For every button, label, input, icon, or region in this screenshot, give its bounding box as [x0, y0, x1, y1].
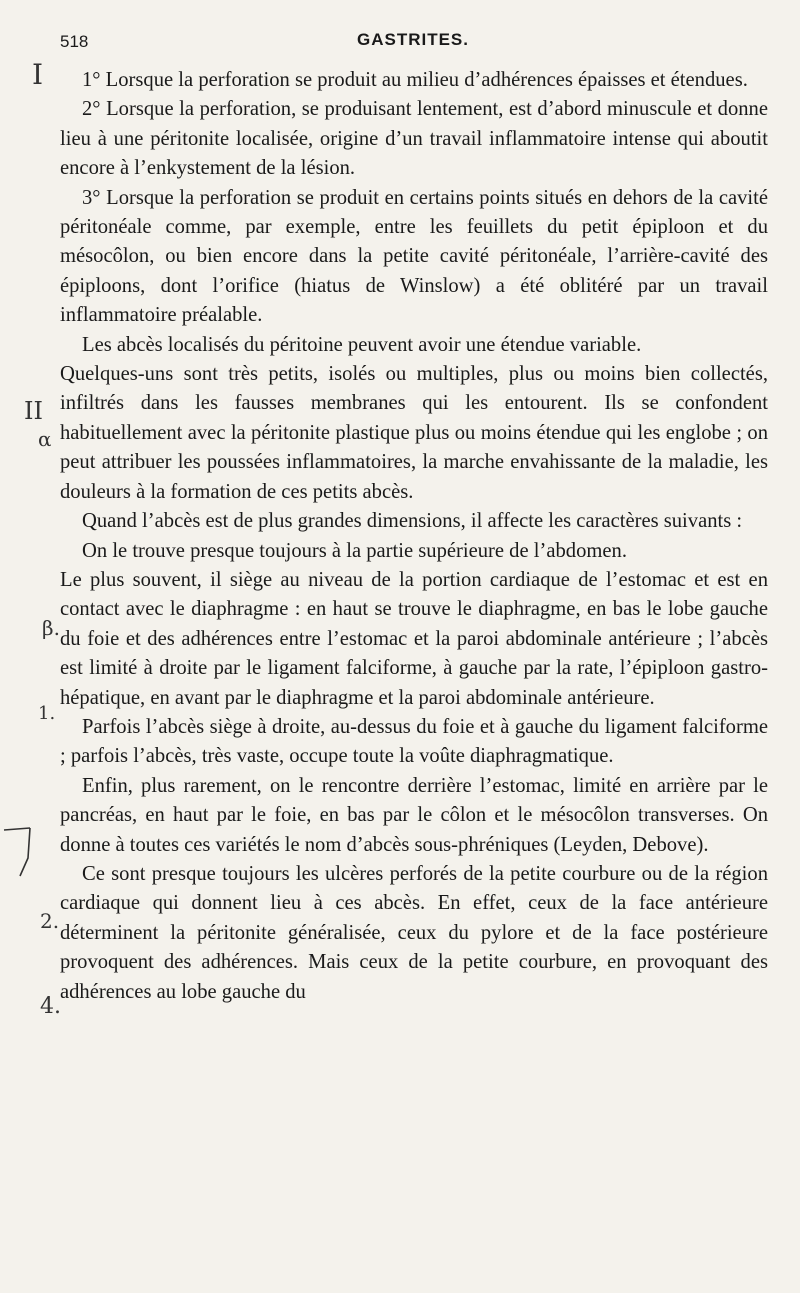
paragraph: 2° Lorsque la perforation, se produisant lentement, est d’abord minuscule et donne lieu à une péritonite localisée, origine d’un travail inflammatoire intense qui aboutit encore à l’enkystement de la lésion. [60, 98, 768, 180]
paragraph: Le plus souvent, il siège au niveau de la portion cardiaque de l’estomac et est en contact avec le diaphragme : en haut se trouve le diaphragme, en bas le lobe gauche du foie et des adhérences entre l’estomac et la paroi abdominale antérieure ; l’abcès est limité à droite par le ligament falciforme, à gauche par la rate, l’épiploon gastro-hépatique, en avant par le diaphragme et la paroi abdominale antérieure. [60, 568, 768, 709]
margin-note-one: 1. [38, 703, 56, 724]
margin-note-beta: β. [42, 616, 60, 640]
page-number: 518 [60, 32, 89, 51]
paragraph: Ce sont presque toujours les ulcères perforés de la petite courbure ou de la région cardiaque qui donnent lieu à ces abcès. En effet, ceux de la face antérieure déterminent la péritonite généralisée, ceux du pylore et de la face postérieure provoquent des adhérences. Mais ceux de la petite courbure, en provoquant des adhérences au lobe gauche du [60, 862, 768, 1003]
paragraph: Quand l’abcès est de plus grandes dimensions, il affecte les caractères suivants : [82, 510, 743, 533]
paragraph: 3° Lorsque la perforation se produit en certains points situés en dehors de la cavité péritonéale comme, par exemple, entre les feuillets du petit épiploon et du mésocôlon, ou bien encore dans la petite cavité péritonéale, l’arrière-cavité des épiploons, dont l’orifice (hiatus de Winslow) a été oblitéré par un travail inflammatoire préalable. [60, 186, 768, 327]
margin-bracket-mark [0, 820, 40, 880]
margin-note-two: 2. [40, 909, 60, 933]
margin-annotations [0, 0, 60, 1293]
paragraph: Les abcès localisés du péritoine peuvent avoir une étendue variable. [82, 333, 642, 356]
paragraph: 1° Lorsque la perforation se produit au milieu d’adhérences épaisses et étendues. [82, 69, 748, 91]
margin-note-roman-one: I [32, 58, 44, 91]
margin-note-four: 4. [40, 994, 61, 1019]
margin-note-alpha: α [38, 427, 52, 451]
paragraph: On le trouve presque toujours à la partie supérieure de l’abdomen. [82, 539, 627, 562]
margin-note-roman-two: II [24, 397, 43, 425]
paragraph: Enfin, plus rarement, on le rencontre derrière l’estomac, limité en arrière par le pancréas, en haut par le foie, en bas par le côlon et le mésocôlon transverses. On donne à toutes ces variétés le nom d’abcès sous-phréniques (Leyden, Debove). [60, 774, 768, 856]
paragraph: Quelques-uns sont très petits, isolés ou multiples, plus ou moins bien collectés, infiltrés dans les fausses membranes qui les entourent. Ils se confondent habituellement avec la péritonite plastique plus ou moins étendue qui les englobe ; on peut attribuer les poussées inflammatoires, la marche envahissante de la maladie, les douleurs à la formation de ces petits abcès. [60, 363, 768, 503]
running-title: GASTRITES. [356, 30, 469, 49]
page-body [60, 66, 768, 1007]
page-header [58, 30, 768, 56]
paragraph: Parfois l’abcès siège à droite, au-dessus du foie et à gauche du ligament falciforme ; parfois l’abcès, très vaste, occupe toute la voûte diaphragmatique. [60, 715, 768, 768]
